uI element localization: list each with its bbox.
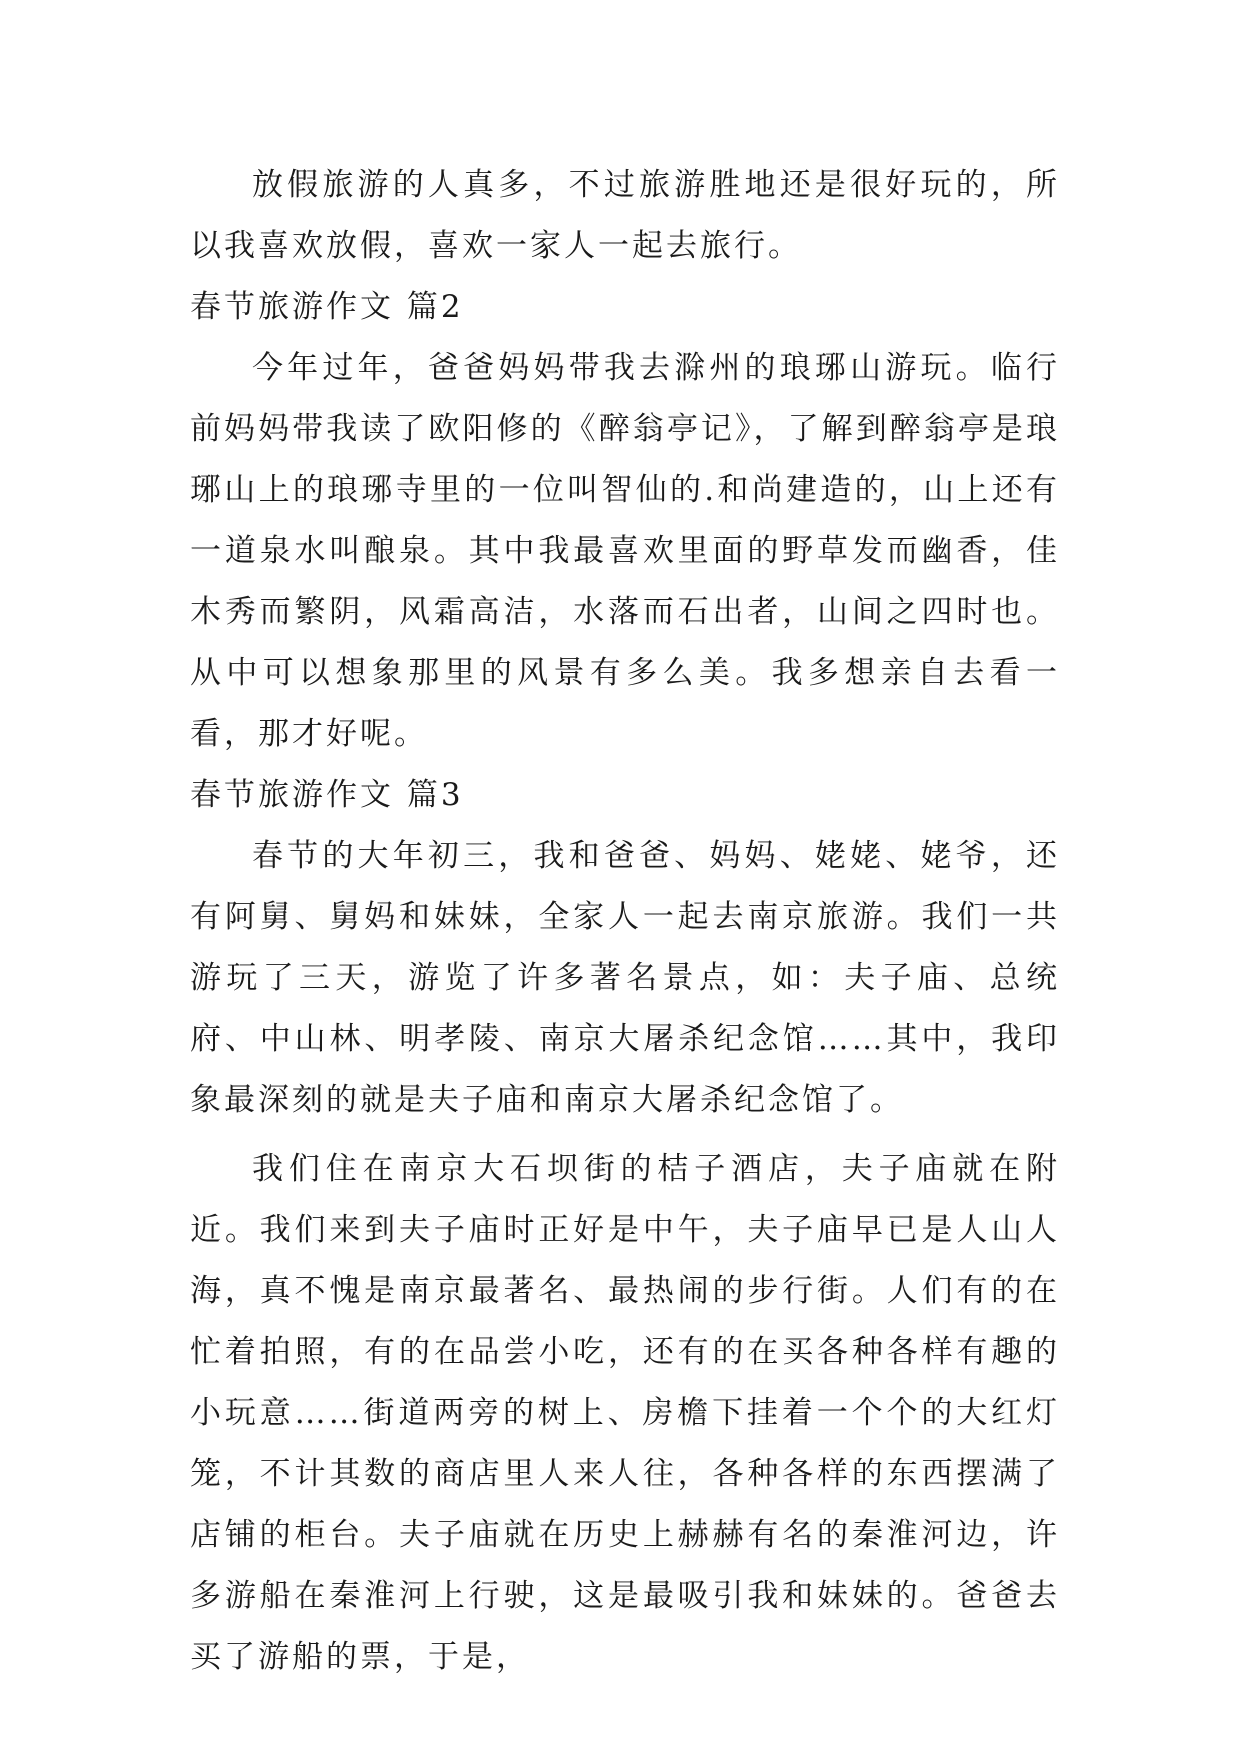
paragraph-langya-mountain: 今年过年，爸爸妈妈带我去滁州的琅琊山游玩。临行前妈妈带我读了欧阳修的《醉翁亭记》，了解到醉翁亭是琅琊山上的琅琊寺里的一位叫智仙的.和尚建造的，山上还有一道泉水叫酿泉。其中我最喜欢里面的野草发而幽香，佳木秀而繁阴，风霜高洁，水落而石出者，山间之四时也。从中可以想象那里的风景有多么美。我多想亲自去看一看，那才好呢。 <box>190 350 1060 752</box>
paragraph-fuzimiao: 我们住在南京大石坝街的桔子酒店，夫子庙就在附近。我们来到夫子庙时正好是中午，夫子庙早已是人山人海，真不愧是南京最著名、最热闹的步行街。人们有的在忙着拍照，有的在品尝小吃，还有的在买各种各样有趣的小玩意……街道两旁的树上、房檐下挂着一个个的大红灯笼，不计其数的商店里人来人往，各种各样的东西摆满了店铺的柜台。夫子庙就在历史上赫赫有名的秦淮河边，许多游船在秦淮河上行驶，这是最吸引我和妹妹的。爸爸去买了游船的票，于是， <box>190 1151 1060 1675</box>
section-heading-2: 春节旅游作文 篇2 <box>190 289 464 325</box>
paragraph-nanjing-trip: 春节的大年初三，我和爸爸、妈妈、姥姥、姥爷，还有阿舅、舅妈和妹妹，全家人一起去南京旅游。我们一共游玩了三天，游览了许多著名景点，如：夫子庙、总统府、中山林、明孝陵、南京大屠杀纪念馆……其中，我印象最深刻的就是夫子庙和南京大屠杀纪念馆了。 <box>190 838 1060 1118</box>
paragraph-intro-end: 放假旅游的人真多，不过旅游胜地还是很好玩的，所以我喜欢放假，喜欢一家人一起去旅行。 <box>190 167 1060 264</box>
essay-body <box>190 155 1060 1688</box>
section-heading-3: 春节旅游作文 篇3 <box>190 777 464 813</box>
